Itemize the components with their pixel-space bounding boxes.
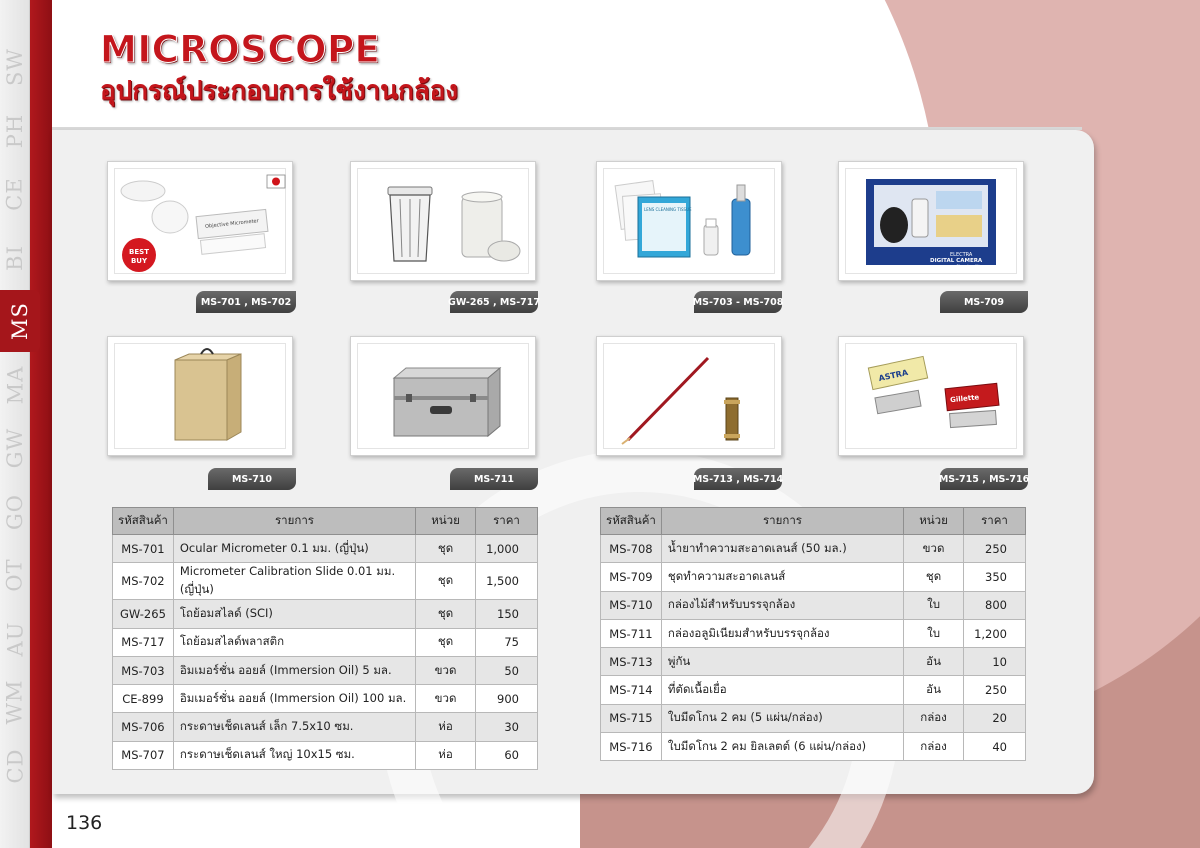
column-header-code: รหัสสินค้า	[601, 508, 662, 535]
cell-code: MS-716	[601, 733, 662, 761]
cell-item: โถย้อมสไลด์ (SCI)	[173, 600, 415, 628]
cell-item: ใบมีดโกน 2 คม (5 แผ่น/กล่อง)	[661, 704, 903, 732]
cell-item: ที่ตัดเนื้อเยื่อ	[661, 676, 903, 704]
page-number: 136	[66, 812, 103, 834]
cell-code: MS-709	[601, 563, 662, 591]
staining-jar-illustration	[358, 169, 530, 275]
cell-code: MS-701	[113, 535, 174, 563]
table-row	[113, 600, 538, 628]
cell-unit: ห่อ	[416, 713, 476, 741]
side-tab-label: SW	[3, 48, 28, 86]
cell-price: 1,500	[475, 563, 537, 600]
product-code-tag: MS-703 - MS-708	[694, 291, 782, 313]
cleaning-kit-illustration	[846, 169, 1018, 275]
product-code-tag: MS-709	[940, 291, 1028, 313]
cell-code: MS-707	[113, 741, 174, 769]
cell-unit: อัน	[904, 676, 964, 704]
table-row	[113, 685, 538, 713]
product-image-ms-715	[838, 336, 1024, 456]
product-code-tag: GW-265 , MS-717	[450, 291, 538, 313]
product-image-ms-709	[838, 161, 1024, 281]
cell-item: กระดาษเช็ดเลนส์ เล็ก 7.5x10 ซม.	[173, 713, 415, 741]
page-title: MICROSCOPE	[100, 28, 381, 71]
razor-blades-illustration	[846, 344, 1018, 450]
column-header-price: ราคา	[964, 508, 1026, 535]
price-table-right	[600, 507, 1026, 761]
table-row	[601, 563, 1026, 591]
cell-unit: ใบ	[904, 591, 964, 619]
svg-text:Cleaning Kit: Cleaning Kit	[956, 264, 981, 269]
cell-code: MS-714	[601, 676, 662, 704]
side-tab-ot[interactable]	[0, 544, 30, 606]
side-tab-sw[interactable]	[0, 36, 30, 98]
table-row	[601, 535, 1026, 563]
table-row	[601, 733, 1026, 761]
table-row	[113, 656, 538, 684]
table-row	[601, 704, 1026, 732]
cell-price: 800	[964, 591, 1026, 619]
table-row	[113, 563, 538, 600]
cell-unit: ขวด	[416, 685, 476, 713]
cell-code: MS-710	[601, 591, 662, 619]
side-tab-label: BI	[2, 244, 27, 271]
cell-item: ชุดทำความสะอาดเลนส์	[661, 563, 903, 591]
side-tab-label: WM	[3, 679, 27, 725]
cell-unit: ชุด	[904, 563, 964, 591]
svg-text:LENS CLEANING TISSUE: LENS CLEANING TISSUE	[644, 207, 692, 212]
side-tab-label: MA	[3, 365, 28, 404]
product-image-ms-703	[596, 161, 782, 281]
cell-unit: ห่อ	[416, 741, 476, 769]
micrometer-illustration	[115, 169, 287, 275]
column-header-item: รายการ	[661, 508, 903, 535]
cell-item: อิมเมอร์ชั่น ออยล์ (Immersion Oil) 5 มล.	[173, 656, 415, 684]
column-header-unit: หน่วย	[416, 508, 476, 535]
column-header-unit: หน่วย	[904, 508, 964, 535]
cell-price: 75	[475, 628, 537, 656]
cell-price: 900	[475, 685, 537, 713]
table-row	[601, 676, 1026, 704]
column-header-item: รายการ	[173, 508, 415, 535]
wooden-box-illustration	[115, 344, 287, 450]
cell-item: พู่กัน	[661, 648, 903, 676]
cell-unit: ชุด	[416, 563, 476, 600]
cell-code: MS-715	[601, 704, 662, 732]
column-header-price: ราคา	[475, 508, 537, 535]
column-header-code: รหัสสินค้า	[113, 508, 174, 535]
cell-item: กล่องไม้สำหรับบรรจุกล้อง	[661, 591, 903, 619]
side-tab-label: GO	[3, 493, 27, 530]
side-tab-bi[interactable]	[0, 227, 30, 289]
cell-price: 350	[964, 563, 1026, 591]
side-tab-label: CE	[3, 177, 27, 211]
product-code-tag: MS-715 , MS-716	[940, 468, 1028, 490]
lens-cleaning-illustration	[604, 169, 776, 275]
table-row	[113, 628, 538, 656]
table-row	[113, 713, 538, 741]
table-row	[601, 619, 1026, 647]
svg-text:BUY: BUY	[130, 257, 148, 265]
cell-unit: ขวด	[904, 535, 964, 563]
product-code-tag: MS-713 , MS-714	[694, 468, 782, 490]
cell-unit: กล่อง	[904, 704, 964, 732]
cell-item: Ocular Micrometer 0.1 มม. (ญี่ปุ่น)	[173, 535, 415, 563]
svg-text:ELECTRA: ELECTRA	[950, 252, 973, 258]
side-tab-label: OT	[3, 558, 28, 592]
product-image-ms-713	[596, 336, 782, 456]
table-row	[113, 741, 538, 769]
cell-unit: ใบ	[904, 619, 964, 647]
brush-and-cutter-illustration	[604, 344, 776, 450]
cell-item: กระดาษเช็ดเลนส์ ใหญ่ 10x15 ซม.	[173, 741, 415, 769]
cell-price: 10	[964, 648, 1026, 676]
cell-price: 60	[475, 741, 537, 769]
svg-text:Gillette: Gillette	[949, 393, 980, 405]
side-tab-label: PH	[3, 113, 28, 148]
side-tab-ms[interactable]	[0, 290, 40, 352]
page-subtitle: อุปกรณ์ประกอบการใช้งานกล้อง	[100, 76, 458, 106]
aluminium-case-illustration	[358, 344, 530, 450]
side-tab-ma[interactable]	[0, 354, 30, 416]
side-tab-label: AU	[3, 621, 27, 656]
svg-text:DIGITAL CAMERA: DIGITAL CAMERA	[930, 258, 983, 264]
table-row	[113, 535, 538, 563]
cell-code: CE-899	[113, 685, 174, 713]
cell-code: GW-265	[113, 600, 174, 628]
cell-price: 250	[964, 535, 1026, 563]
cell-price: 50	[475, 656, 537, 684]
cell-item: ใบมีดโกน 2 คม ยิลเลตต์ (6 แผ่น/กล่อง)	[661, 733, 903, 761]
cell-price: 1,000	[475, 535, 537, 563]
cell-item: Micrometer Calibration Slide 0.01 มม. (ญี่ปุ่น)	[173, 563, 415, 600]
side-tab-label: MS	[7, 302, 32, 340]
cell-price: 20	[964, 704, 1026, 732]
side-tab-gw[interactable]	[0, 417, 30, 479]
cell-code: MS-702	[113, 563, 174, 600]
side-tab-ce[interactable]	[0, 163, 30, 225]
table-row	[601, 591, 1026, 619]
cell-code: MS-708	[601, 535, 662, 563]
side-red-bar	[30, 0, 52, 848]
cell-item: น้ำยาทำความสะอาดเลนส์ (50 มล.)	[661, 535, 903, 563]
product-image-ms-701	[107, 161, 293, 281]
cell-price: 1,200	[964, 619, 1026, 647]
side-tab-cd[interactable]	[0, 735, 30, 797]
cell-code: MS-717	[113, 628, 174, 656]
cell-code: MS-713	[601, 648, 662, 676]
cell-item: โถย้อมสไลด์พลาสติก	[173, 628, 415, 656]
cell-code: MS-711	[601, 619, 662, 647]
price-table-left	[112, 507, 538, 770]
product-code-tag: MS-710	[208, 468, 296, 490]
side-tab-ph[interactable]	[0, 100, 30, 162]
svg-text:ASTRA: ASTRA	[877, 368, 909, 384]
cell-unit: ขวด	[416, 656, 476, 684]
cell-price: 250	[964, 676, 1026, 704]
cell-unit: ชุด	[416, 535, 476, 563]
product-code-tag: MS-701 , MS-702	[196, 291, 296, 313]
svg-text:Objective Micrometer: Objective Micrometer	[204, 218, 259, 230]
cell-code: MS-706	[113, 713, 174, 741]
product-code-tag: MS-711	[450, 468, 538, 490]
cell-item: กล่องอลูมิเนียมสำหรับบรรจุกล้อง	[661, 619, 903, 647]
cell-unit: อัน	[904, 648, 964, 676]
cell-unit: ชุด	[416, 628, 476, 656]
cell-item: อิมเมอร์ชั่น ออยล์ (Immersion Oil) 100 มล.	[173, 685, 415, 713]
cell-code: MS-703	[113, 656, 174, 684]
table-row	[601, 648, 1026, 676]
side-tab-au[interactable]	[0, 608, 30, 670]
product-image-ms-711	[350, 336, 536, 456]
product-image-gw-265	[350, 161, 536, 281]
side-tab-label: CD	[3, 748, 27, 783]
cell-unit: ชุด	[416, 600, 476, 628]
product-image-ms-710	[107, 336, 293, 456]
svg-text:BEST: BEST	[129, 248, 149, 256]
side-tab-go[interactable]	[0, 481, 30, 543]
cell-price: 30	[475, 713, 537, 741]
side-tab-wm[interactable]	[0, 671, 30, 733]
cell-price: 40	[964, 733, 1026, 761]
side-tab-label: GW	[3, 427, 27, 469]
cell-price: 150	[475, 600, 537, 628]
cell-unit: กล่อง	[904, 733, 964, 761]
